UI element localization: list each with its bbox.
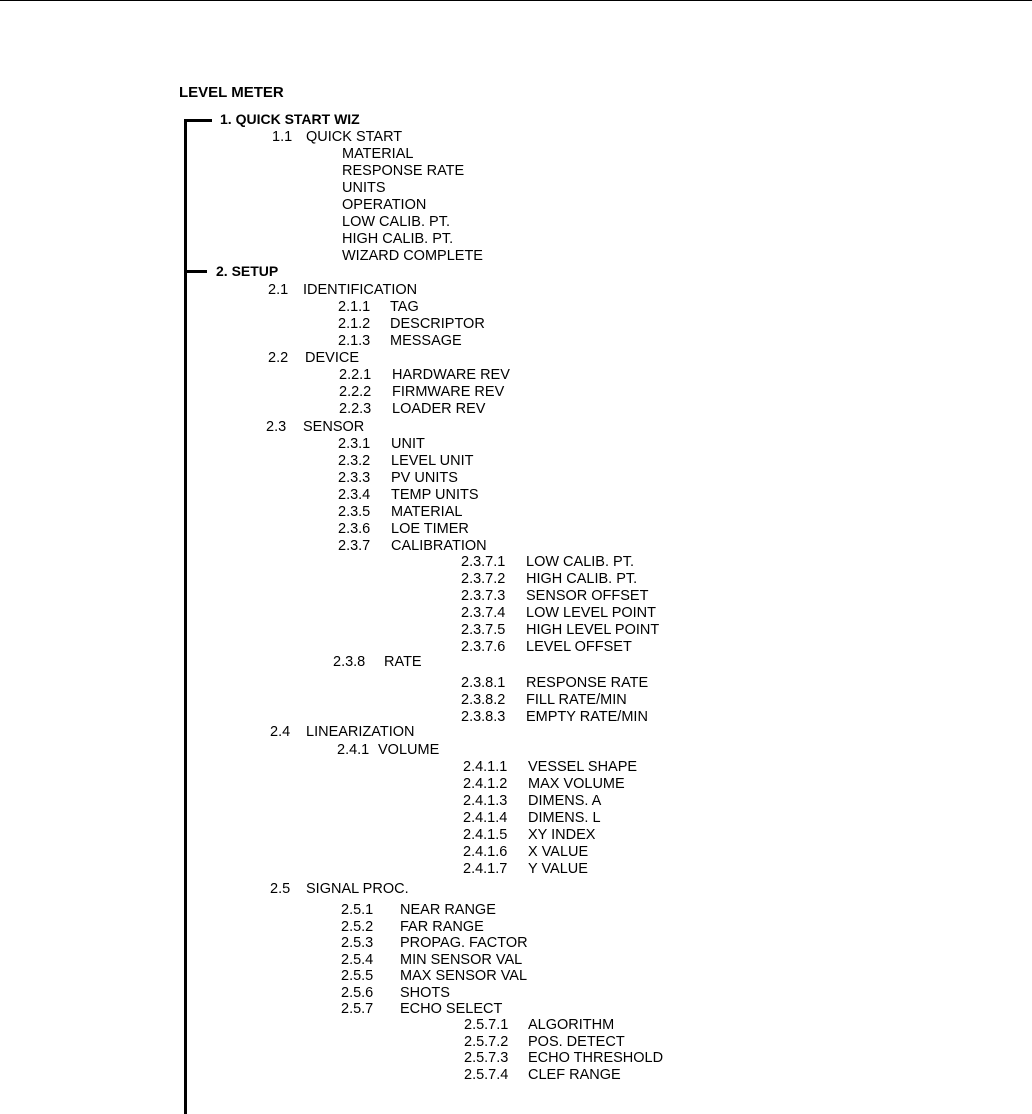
menu-subitem-code: 2.5.7.2 [464, 1033, 509, 1050]
subsection-heading-code: 2.3 [266, 419, 287, 435]
quick-start-item: WIZARD COMPLETE [342, 248, 483, 264]
menu-subitem-label: EMPTY RATE/MIN [526, 709, 648, 725]
menu-item-label: MESSAGE [390, 333, 462, 349]
menu-item-code: 2.5.2 [341, 918, 374, 935]
menu-item-label: LOADER REV [392, 401, 486, 417]
menu-item-code: 2.4.1 [337, 742, 370, 758]
quick-start-item: UNITS [342, 180, 386, 196]
menu-subitem-label: RESPONSE RATE [526, 675, 649, 691]
menu-item-label: VOLUME [378, 742, 440, 758]
menu-item-code: 2.3.8 [333, 654, 366, 670]
menu-subitem-code: 2.3.8.2 [461, 692, 506, 708]
menu-subitem-label: POS. DETECT [528, 1033, 625, 1050]
quick-start-item: HIGH CALIB. PT. [342, 231, 454, 247]
menu-subitem-label: ALGORITHM [528, 1017, 615, 1033]
menu-item-label: HARDWARE REV [392, 367, 510, 383]
menu-subitem-code: 2.3.7.5 [461, 622, 506, 638]
menu-item-code: 2.1.2 [338, 316, 371, 332]
menu-subitem-code: 2.3.8.3 [461, 709, 506, 725]
menu-subitem-label: LOW CALIB. PT. [526, 554, 634, 570]
menu-item-code: 2.3.5 [338, 504, 371, 520]
section-heading: 1. QUICK START WIZ [220, 111, 360, 127]
subsection-heading-label: SIGNAL PROC. [306, 881, 409, 897]
menu-subitem-label: DIMENS. A [528, 793, 602, 809]
menu-item-code: 2.5.5 [341, 968, 374, 984]
menu-item-label: LOE TIMER [391, 521, 469, 537]
menu-item-label: ECHO SELECT [400, 1001, 503, 1017]
menu-subitem-label: LOW LEVEL POINT [526, 605, 656, 621]
menu-item-code: 2.2.2 [339, 384, 372, 400]
menu-item-code: 2.5.7 [341, 1001, 374, 1017]
menu-item-code: 2.5.1 [341, 902, 374, 918]
menu-item-label: MATERIAL [391, 504, 463, 520]
menu-item-label: DESCRIPTOR [390, 316, 485, 332]
menu-item-code: 2.5.3 [341, 935, 374, 951]
menu-item-label: TAG [390, 299, 419, 315]
menu-item-label: MAX SENSOR VAL [400, 968, 528, 984]
menu-subitem-label: HIGH CALIB. PT. [526, 571, 638, 587]
quick-start-item: LOW CALIB. PT. [342, 214, 450, 230]
menu-item-code: 2.3.1 [338, 436, 371, 452]
menu-subitem-code: 2.4.1.6 [463, 844, 508, 860]
menu-item-code: 2.3.6 [338, 521, 371, 537]
menu-subitem-code: 2.4.1.1 [463, 759, 508, 775]
menu-subitem-label: MAX VOLUME [528, 776, 625, 792]
menu-subitem-label: X VALUE [528, 844, 589, 860]
menu-subitem-code: 2.3.7.1 [461, 554, 506, 570]
menu-item-code: 2.1.3 [338, 333, 371, 349]
subsection-heading-code: 2.2 [268, 350, 289, 366]
menu-item-code: 2.3.4 [338, 487, 371, 503]
menu-item-code: 2.3.2 [338, 453, 371, 469]
menu-subitem-label: SENSOR OFFSET [526, 588, 649, 604]
menu-item-code: 2.5.6 [341, 984, 374, 1001]
subsection-heading-label: LINEARIZATION [306, 724, 415, 740]
menu-subitem-code: 2.5.7.4 [464, 1066, 509, 1083]
menu-item-label: RATE [384, 654, 422, 670]
menu-item-label: TEMP UNITS [391, 487, 479, 503]
quick-start-item: OPERATION [342, 197, 427, 213]
menu-subitem-code: 2.3.7.4 [461, 605, 506, 621]
menu-item-label: FAR RANGE [400, 918, 484, 935]
section-heading: 2. SETUP [216, 263, 279, 279]
menu-subitem-code: 2.3.8.1 [461, 675, 506, 691]
menu-item-code: 2.2.3 [339, 401, 372, 417]
menu-subitem-label: LEVEL OFFSET [526, 639, 632, 655]
menu-item-label: PROPAG. FACTOR [400, 935, 528, 951]
menu-item-label: LEVEL UNIT [391, 453, 474, 469]
menu-subitem-label: XY INDEX [528, 827, 596, 843]
subsection-heading-code: 2.5 [270, 881, 291, 897]
quick-start-heading-label: QUICK START [306, 129, 403, 145]
menu-item-label: SHOTS [400, 984, 450, 1001]
subsection-heading-label: SENSOR [303, 419, 365, 435]
subsection-heading-code: 2.1 [268, 282, 289, 298]
menu-subitem-code: 2.4.1.4 [463, 810, 508, 826]
menu-item-label: CALIBRATION [391, 538, 487, 554]
menu-subitem-code: 2.5.7.3 [464, 1050, 509, 1066]
menu-subitem-code: 2.4.1.3 [463, 793, 508, 809]
menu-subitem-label: ECHO THRESHOLD [528, 1050, 664, 1066]
menu-subitem-code: 2.4.1.7 [463, 861, 508, 877]
menu-subitem-label: DIMENS. L [528, 810, 601, 826]
top-rule [0, 0, 1032, 1]
subsection-heading-label: IDENTIFICATION [303, 282, 418, 298]
menu-item-label: MIN SENSOR VAL [400, 951, 523, 968]
menu-subitem-label: CLEF RANGE [528, 1066, 621, 1083]
menu-item-label: NEAR RANGE [400, 902, 496, 918]
menu-subitem-label: VESSEL SHAPE [528, 759, 638, 775]
quick-start-item: MATERIAL [342, 146, 414, 162]
menu-subitem-label: Y VALUE [528, 861, 588, 877]
menu-item-code: 2.3.3 [338, 470, 371, 486]
menu-item-label: FIRMWARE REV [392, 384, 505, 400]
page-title: LEVEL METER [179, 84, 284, 101]
menu-item-code: 2.2.1 [339, 367, 372, 383]
menu-subitem-label: FILL RATE/MIN [526, 692, 627, 708]
quick-start-heading-code: 1.1 [272, 129, 293, 145]
menu-item-code: 2.3.7 [338, 538, 371, 554]
menu-subitem-code: 2.4.1.2 [463, 776, 508, 792]
tree-branch-tick [184, 119, 212, 122]
tree-branch-tick [184, 270, 207, 273]
menu-subitem-label: HIGH LEVEL POINT [526, 622, 660, 638]
menu-subitem-code: 2.3.7.2 [461, 571, 506, 587]
menu-item-code: 2.5.4 [341, 951, 374, 968]
menu-item-label: PV UNITS [391, 470, 458, 486]
menu-item-label: UNIT [391, 436, 425, 452]
menu-subitem-code: 2.5.7.1 [464, 1017, 509, 1033]
menu-item-code: 2.1.1 [338, 299, 371, 315]
menu-subitem-code: 2.3.7.6 [461, 639, 506, 655]
subsection-heading-label: DEVICE [305, 350, 359, 366]
quick-start-item: RESPONSE RATE [342, 163, 465, 179]
menu-subitem-code: 2.3.7.3 [461, 588, 506, 604]
subsection-heading-code: 2.4 [270, 724, 291, 740]
menu-subitem-code: 2.4.1.5 [463, 827, 508, 843]
